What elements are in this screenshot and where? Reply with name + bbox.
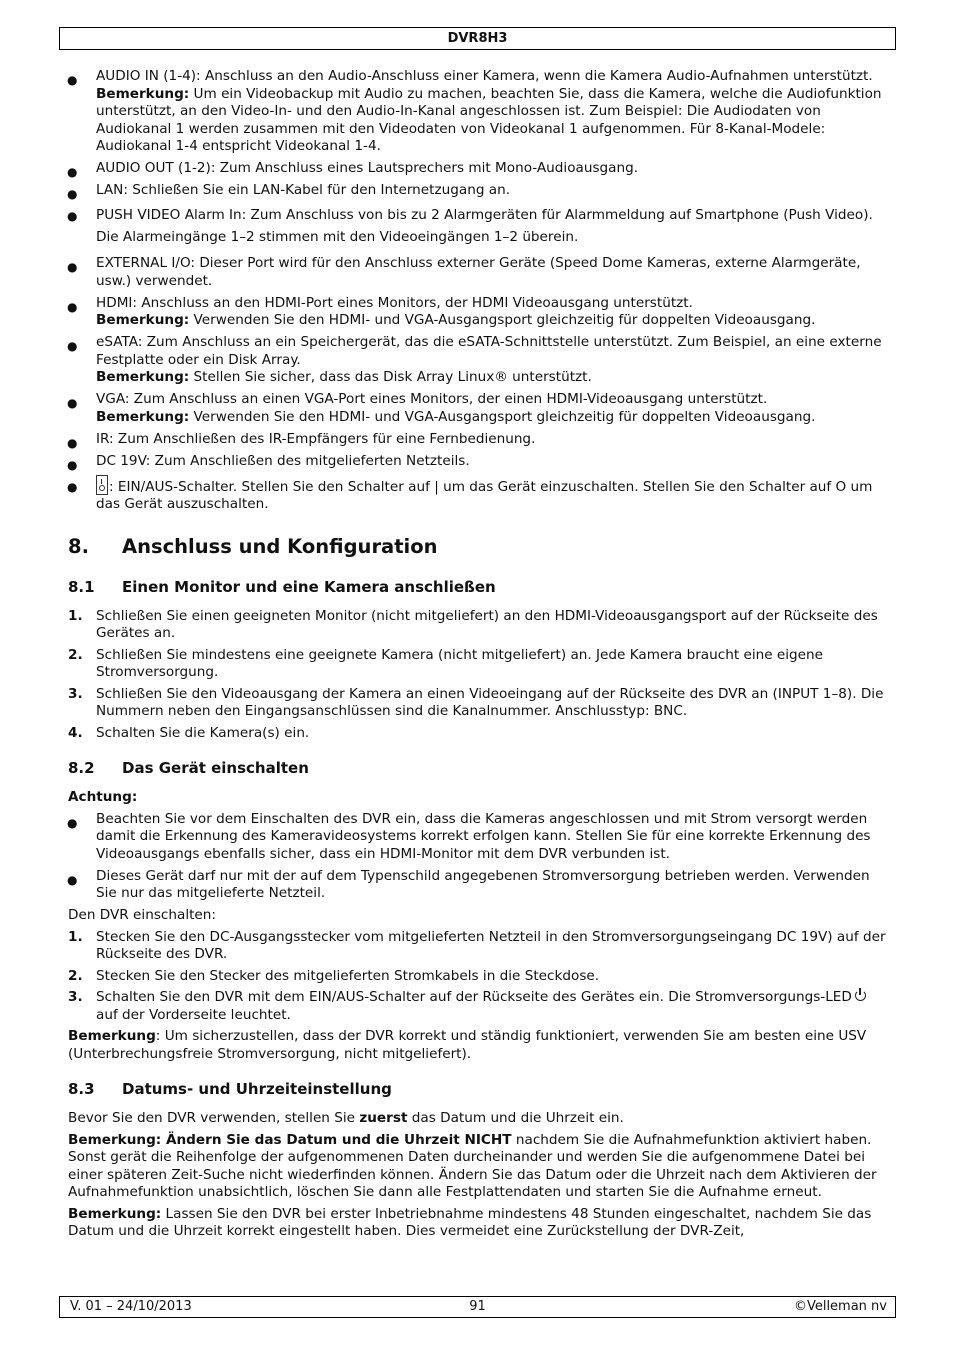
subsection-heading: 8.1 Einen Monitor und eine Kamera anschließen bbox=[68, 577, 496, 596]
numbered-item: 1. Stecken Sie den DC-Ausgangsstecker vom mitgelieferten Netzteil in den Stromversorgungseingang DC 19V) auf der Rückseite des DVR. bbox=[68, 928, 886, 962]
numbered-item: 2. Schließen Sie mindestens eine geeignete Kamera (nicht mitgeliefert) an. Jede Kamera braucht eine eigene Stromversorgung. bbox=[68, 646, 824, 680]
note-paragraph: Bemerkung: Ändern Sie das Datum und die Uhrzeit NICHT nachdem Sie die Aufnahmefunktion aktiviert haben. Sonst gerät die Reihenfolge der aufgenommenen Daten durcheinander und werden Sie die aufgenommene Datei bei einer späteren Zeit-Suche nicht wiederfinden können. Ändern Sie das Datum oder die Uhrzeit nach dem Aktivieren der Aufnahmefunktion unabsichtlich, löschen Sie dann alle Festplattendaten und starten Sie die Aufnahme erneut. bbox=[68, 1131, 877, 1200]
page-footer bbox=[59, 1296, 896, 1318]
list-item: ● EXTERNAL I/O: Dieser Port wird für den Anschluss externer Geräte (Speed Dome Kameras, externe Alarmgeräte, usw.) verwendet. bbox=[67, 255, 861, 289]
list-item: ● eSATA: Zum Anschluss an ein Speichergerät, das die eSATA-Schnittstelle unterstützt. Zum Beispiel, an eine externe Festplatte oder ein Disk Array. Bemerkung: Stellen Sie sicher, dass das Disk Array Linux® unterstützt. bbox=[67, 334, 882, 385]
numbered-item: 1. Schließen Sie einen geeigneten Monitor (nicht mitgeliefert) an den HDMI-Videoausgangsport auf der Rückseite des Gerätes an. bbox=[68, 607, 878, 641]
page-header bbox=[59, 27, 896, 50]
section-heading: 8. Anschluss und Konfiguration bbox=[68, 534, 438, 558]
list-item: ● Dieses Gerät darf nur mit der auf dem Typenschild angegebenen Stromversorgung betrieben werden. Verwenden Sie nur das mitgelieferte Netzteil. bbox=[67, 867, 870, 901]
list-item: ● HDMI: Anschluss an den HDMI-Port eines Monitors, der HDMI Videoausgang unterstützt. Bemerkung: Verwenden Sie den HDMI- und VGA-Ausgangsport gleichzeitig für doppelten Videoausgang. bbox=[67, 294, 816, 328]
header-title: DVR8H3 bbox=[447, 31, 508, 46]
list-item: ● DC 19V: Zum Anschließen des mitgelieferten Netzteils. bbox=[67, 452, 470, 472]
list-item: ● VGA: Zum Anschluss an einen VGA-Port eines Monitors, der einen HDMI-Videoausgang unterstützt. Bemerkung: Verwenden Sie den HDMI- und VGA-Ausgangsport gleichzeitig für doppelten Videoausgang. bbox=[67, 391, 816, 425]
numbered-item: 4. Schalten Sie die Kamera(s) ein. bbox=[68, 724, 310, 741]
list-item: ● AUDIO OUT (1-2): Zum Anschluss eines Lautsprechers mit Mono-Audioausgang. bbox=[67, 160, 639, 179]
list-item: ● LAN: Schließen Sie ein LAN-Kabel für den Internetzugang an. bbox=[67, 182, 511, 201]
page-content bbox=[68, 68, 886, 1245]
list-item: ● IR: Zum Anschließen des IR-Empfängers für eine Fernbedienung. bbox=[67, 430, 536, 450]
numbered-item: 3. Schließen Sie den Videoausgang der Kamera an einen Videoeingang auf der Rückseite des DVR an (INPUT 1–8). Die Nummern neben den Eingangsanschlüssen sind die Kanalnummer. Anschlusstyp: BNC. bbox=[68, 685, 884, 719]
list-item: ● : EIN/AUS-Schalter. Stellen Sie den Schalter auf | um das Gerät einzuschalten. Stellen Sie den Schalter auf O um das Gerät auszuschalten. bbox=[68, 475, 886, 514]
power-switch-icon bbox=[96, 475, 108, 495]
numbered-item: 2. Stecken Sie den Stecker des mitgelieferten Stromkabels in die Steckdose. bbox=[68, 967, 600, 984]
list-item: ● Beachten Sie vor dem Einschalten des DVR ein, dass die Kameras angeschlossen und mit Strom versorgt werden damit die Erkennung des Kameravideosystems korrekt erfolgen kann. Stellen Sie für eine korrekte Erkennung des Videoausgangs ebenfalls sicher, dass ein HDMI-Monitor mit dem DVR verbunden ist. bbox=[67, 810, 871, 862]
copyright: ©Velleman nv bbox=[793, 1299, 887, 1314]
caution-label: Achtung: bbox=[68, 789, 138, 805]
subsection-heading: 8.3 Datums- und Uhrzeiteinstellung bbox=[68, 1080, 392, 1098]
note-paragraph: Bemerkung: Um sicherzustellen, dass der DVR korrekt und ständig funktioniert, verwenden Sie am besten eine USV (Unterbrechungsfreie Stromversorgung, nicht mitgeliefert). bbox=[68, 1028, 867, 1062]
subsection-heading: 8.2 Das Gerät einschalten bbox=[68, 759, 309, 777]
version-date: V. 01 – 24/10/2013 bbox=[70, 1299, 192, 1314]
page-number: 91 bbox=[469, 1299, 486, 1314]
note-paragraph: Bemerkung: Lassen Sie den DVR bei erster Inbetriebnahme mindestens 48 Stunden eingeschaltet, nachdem Sie das Datum und die Uhrzeit korrekt eingestellt haben. Dies vermeidet eine Zurückstellung der DVR-Zeit, bbox=[68, 1205, 872, 1239]
list-item: ● AUDIO IN (1-4): Anschluss an den Audio-Anschluss einer Kamera, wenn die Kamera Audio-Aufnahmen unterstützt. Bemerkung: Um ein Videobackup mit Audio zu machen, beachten Sie, dass die Kamera, welche die Audiofunktion unterstützt, an den Video-In- und den Audio-In-Kanal angeschlossen ist. Zum Beispiel: Die Audiodaten von Audiokanal 1 werden zusammen mit den Videodaten von Videokanal 1 aufgenommen. Für 8-Kanal-Modele: Audiokanal 1-4 entspricht Videokanal 1-4. bbox=[67, 68, 882, 154]
power-icon bbox=[855, 990, 866, 1001]
numbered-item: 3. Schalten Sie den DVR mit dem EIN/AUS-Schalter auf der Rückseite des Gerätes ein. Die Stromversorgungs-LEDauf der Vorderseite leuchtet. bbox=[68, 989, 886, 1024]
paragraph: Den DVR einschalten: bbox=[68, 907, 216, 923]
list-item: ● PUSH VIDEO Alarm In: Zum Anschluss von bis zu 2 Alarmgeräten für Alarmmeldung auf Smartphone (Push Video). Die Alarmeingänge 1–2 stimmen mit den Videoeingängen 1–2 überein. bbox=[67, 207, 873, 245]
paragraph: Bevor Sie den DVR verwenden, stellen Sie zuerst das Datum und die Uhrzeit ein. bbox=[68, 1110, 624, 1126]
